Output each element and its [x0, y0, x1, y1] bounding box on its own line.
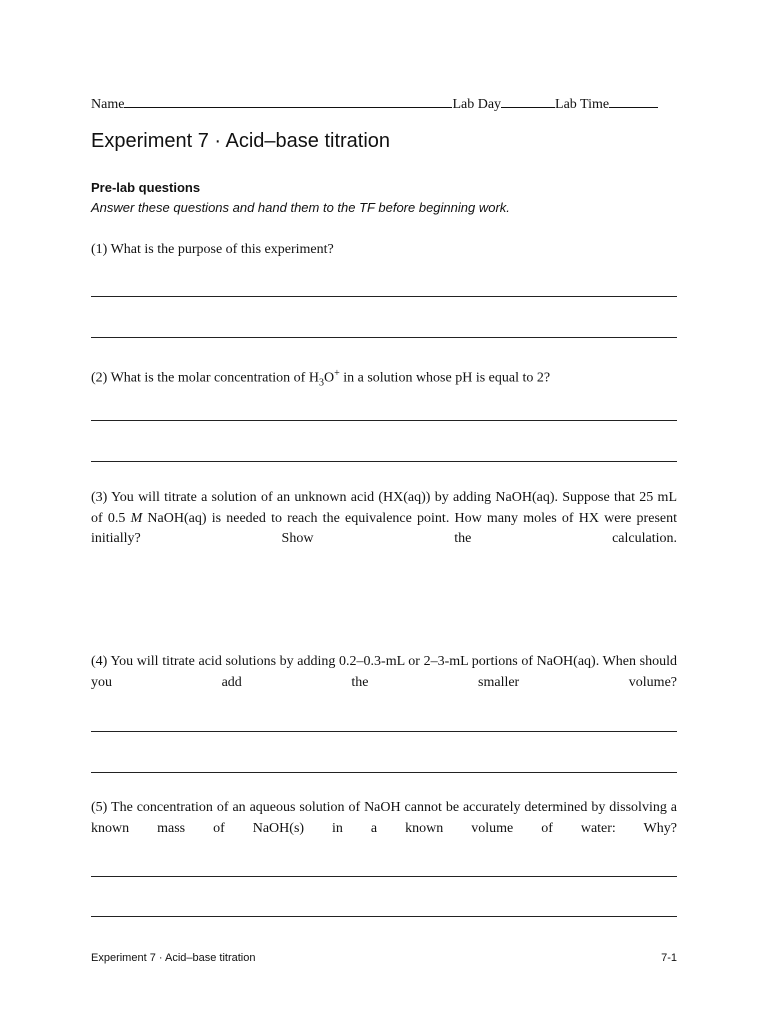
answer-line[interactable]: [91, 772, 677, 773]
answer-line[interactable]: [91, 420, 677, 421]
superscript: +: [334, 368, 340, 379]
lab-time-label: Lab Time: [555, 97, 610, 112]
section-instructions: Answer these questions and hand them to the TF before beginning work.: [91, 200, 510, 215]
answer-line[interactable]: [91, 461, 677, 462]
answer-line[interactable]: [91, 337, 677, 338]
name-label: Name: [91, 97, 125, 112]
question-3-text-a: (3) You will titrate a solution of an unknown acid (HX(aq)) by adding NaOH(aq). Suppose that 25 mL of 0.5: [91, 490, 677, 526]
answer-line[interactable]: [91, 876, 677, 877]
question-2: [91, 364, 677, 394]
page-title: Experiment 7 · Acid–base titration: [91, 130, 391, 152]
answer-line[interactable]: [91, 296, 677, 297]
question-4: (4) You will titrate acid solutions by adding 0.2–0.3-mL or 2–3-mL portions of NaOH(aq). When should you add the smaller volume?: [91, 654, 677, 690]
question-5: (5) The concentration of an aqueous solution of NaOH cannot be accurately determined by dissolving a known mass of NaOH(s) in a known volume of water: Why?: [91, 800, 677, 836]
question-1: (1) What is the purpose of this experiment?: [91, 242, 334, 257]
lab-day-label: Lab Day: [452, 97, 502, 112]
question-3-text-b: NaOH(aq) is needed to reach the equivalence point. How many moles of HX were present initially? Show the calculation.: [91, 510, 677, 546]
header-line: [91, 94, 676, 114]
footer-title: Experiment 7 · Acid–base titration: [91, 952, 256, 964]
question-2-text-after: in a solution whose pH is equal to 2?: [339, 370, 551, 386]
answer-line[interactable]: [91, 731, 677, 732]
section-heading: Pre-lab questions: [91, 180, 201, 195]
name-field[interactable]: [124, 94, 452, 108]
lab-day-field[interactable]: [501, 94, 555, 108]
page-number: 7-1: [661, 952, 677, 964]
question-2-text-before: (2) What is the molar concentration of H: [91, 370, 319, 386]
subscript: 3: [318, 377, 324, 389]
question-2-text-mid: O: [323, 370, 335, 386]
lab-time-field[interactable]: [609, 94, 658, 108]
molar-symbol: M: [130, 510, 143, 526]
answer-line[interactable]: [91, 916, 677, 917]
question-3: [91, 488, 677, 570]
